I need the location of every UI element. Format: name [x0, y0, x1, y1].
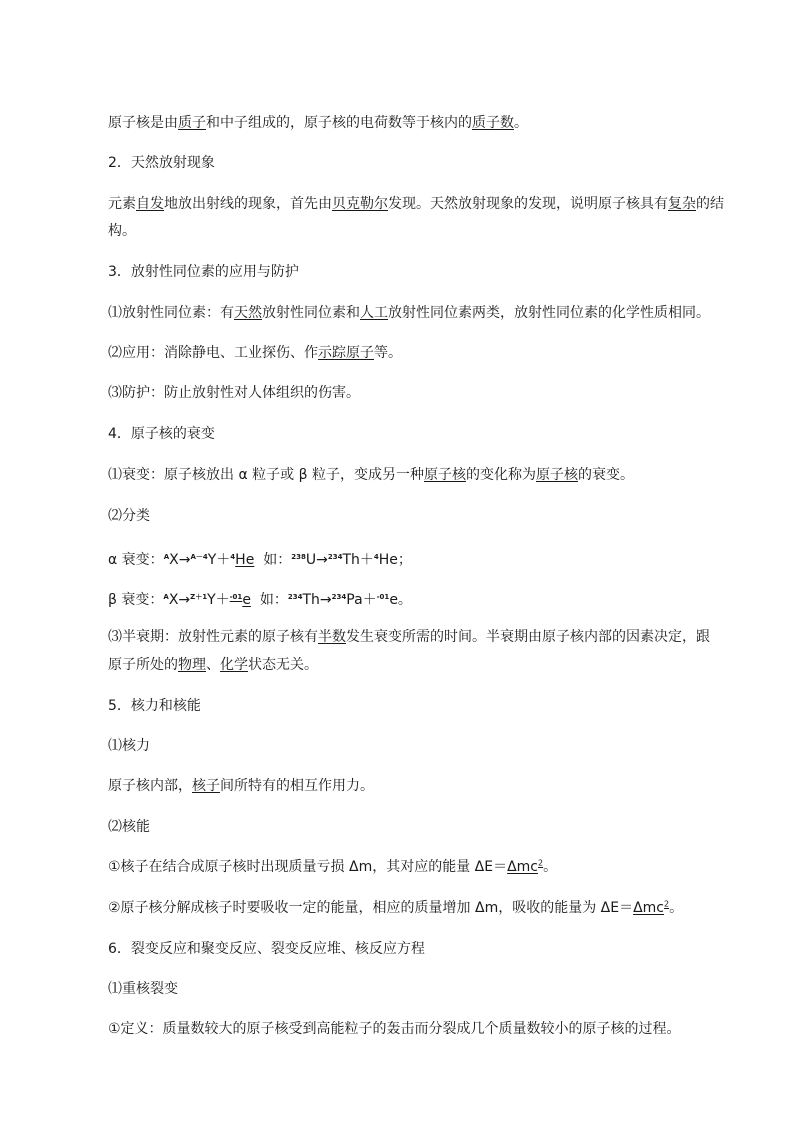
text: 原子所处的: [108, 657, 178, 673]
superscript: 2: [538, 858, 544, 868]
paragraph-mass-defect: [108, 858, 557, 876]
text: ⑶半衰期：放射性元素的原子核有: [108, 629, 318, 645]
text: ②原子核分解成核子时要吸收一定的能量，相应的质量增加 Δm，吸收的能量为 ΔE＝: [108, 900, 634, 916]
subheading-nuclear-force: ⑴核力: [108, 738, 150, 754]
paragraph-decay-definition: [108, 466, 634, 484]
paragraph-mass-increase: [108, 899, 683, 917]
text: 原子核是由: [108, 115, 178, 131]
superscript: 4: [230, 553, 236, 561]
text: 地放出射线的现象，首先由: [164, 196, 332, 212]
paragraph-classification: ⑵分类: [108, 508, 150, 524]
text: 的衰变。: [577, 467, 634, 483]
equation-alpha-decay: [108, 548, 412, 569]
underlined-term: 贝克勒尔: [332, 196, 388, 212]
heading-natural-radioactivity: 2．天然放射现象: [108, 155, 215, 171]
text: He；: [378, 552, 412, 568]
superscript: 2: [664, 899, 670, 909]
superscript: Z＋1: [190, 593, 208, 601]
heading-fission-fusion: 6．裂变反应和聚变反应、裂变反应堆、核反应方程: [108, 941, 425, 957]
text: α 衰变：: [108, 552, 164, 568]
text: X→: [169, 552, 191, 568]
text: 间所特有的相互作用力。: [220, 778, 374, 794]
paragraph-half-life-continuation: [108, 656, 318, 674]
underlined-term: 核子: [192, 778, 220, 794]
text: ⑴放射性同位素：有: [108, 305, 234, 321]
text: 的结: [696, 196, 724, 212]
underlined-term: 化学: [220, 657, 248, 673]
underlined-term: 半数: [318, 629, 346, 645]
paragraph-natural-radioactivity: [108, 195, 724, 213]
subheading-heavy-fission: ⑴重核裂变: [108, 981, 178, 997]
underlined-term: 质子数: [472, 115, 514, 131]
text: 状态无关。: [248, 657, 318, 673]
paragraph-continuation: 构。: [108, 223, 136, 239]
text: 等。: [374, 345, 402, 361]
text: Th→: [302, 592, 332, 608]
heading-isotopes: 3．放射性同位素的应用与防护: [108, 264, 299, 280]
text: 放射性同位素两类，放射性同位素的化学性质相同。: [388, 305, 710, 321]
text: U→: [305, 552, 328, 568]
underlined-term: 天然: [234, 305, 262, 321]
underlined-term: Δmc: [633, 900, 665, 916]
subheading-nuclear-energy: ⑵核能: [108, 819, 150, 835]
text: Pa＋: [346, 592, 377, 608]
superscript: A－4: [190, 553, 208, 561]
underlined-term: e: [242, 592, 251, 608]
text: 如：: [254, 552, 292, 568]
text: Y＋: [207, 552, 231, 568]
superscript: 238: [291, 553, 306, 561]
text: 。: [543, 859, 558, 875]
underlined-term: 人工: [360, 305, 388, 321]
paragraph-nucleus-composition: [108, 114, 528, 132]
equation-beta-decay: [108, 588, 412, 609]
text: ⑴衰变：原子核放出 α 粒子或 β 粒子，变成另一种: [108, 467, 424, 483]
text: Th＋: [342, 552, 374, 568]
text: 原子核内部，: [108, 778, 192, 794]
paragraph-isotopes: [108, 304, 710, 322]
superscript: A: [163, 553, 170, 561]
paragraph-applications: [108, 344, 402, 362]
underlined-term: 原子核: [535, 467, 578, 483]
text: 、: [206, 657, 220, 673]
text: 放射性同位素和: [262, 305, 360, 321]
text: Y＋: [207, 592, 230, 608]
text: e。: [389, 592, 412, 608]
text: 和中子组成的，原子核的电荷数等于核内的: [206, 115, 472, 131]
paragraph-fission-definition: ①定义：质量数较大的原子核受到高能粒子的轰击而分裂成几个质量数较小的原子核的过程。: [108, 1021, 681, 1037]
underlined-term: Δmc: [507, 859, 539, 875]
heading-decay: 4．原子核的衰变: [108, 426, 215, 442]
superscript: 234: [331, 593, 347, 601]
text: 如：: [250, 592, 288, 608]
superscript: 234: [327, 553, 343, 561]
superscript: -01: [229, 593, 243, 601]
underlined-term: 原子核: [423, 467, 466, 483]
text: 。: [669, 900, 684, 916]
superscript: -01: [376, 593, 390, 601]
underlined-term: He: [235, 552, 255, 568]
underlined-term: 示踪原子: [318, 345, 374, 361]
paragraph-protection: ⑶防护：防止放射性对人体组织的伤害。: [108, 385, 360, 401]
text: ⑵应用：消除静电、工业探伤、作: [108, 345, 318, 361]
text: ①核子在结合成原子核时出现质量亏损 Δm，其对应的能量 ΔE＝: [108, 859, 508, 875]
text: 元素: [108, 196, 136, 212]
text: 发生衰变所需的时间。半衰期由原子核内部的因素决定，跟: [346, 629, 710, 645]
underlined-term: 复杂: [668, 196, 696, 212]
underlined-term: 自发: [136, 196, 164, 212]
underlined-term: 物理: [178, 657, 206, 673]
superscript: 4: [373, 553, 379, 561]
superscript: A: [163, 593, 169, 601]
underlined-term: 质子: [178, 115, 206, 131]
text: β 衰变：: [108, 592, 164, 608]
text: 的变化称为: [465, 467, 536, 483]
text: X→: [168, 592, 191, 608]
text: 。: [514, 115, 528, 131]
superscript: 234: [287, 593, 303, 601]
paragraph-half-life: [108, 628, 710, 646]
heading-nuclear-force: 5．核力和核能: [108, 698, 201, 714]
paragraph-nuclear-force: [108, 777, 374, 795]
text: 发现。天然放射现象的发现，说明原子核具有: [388, 196, 668, 212]
